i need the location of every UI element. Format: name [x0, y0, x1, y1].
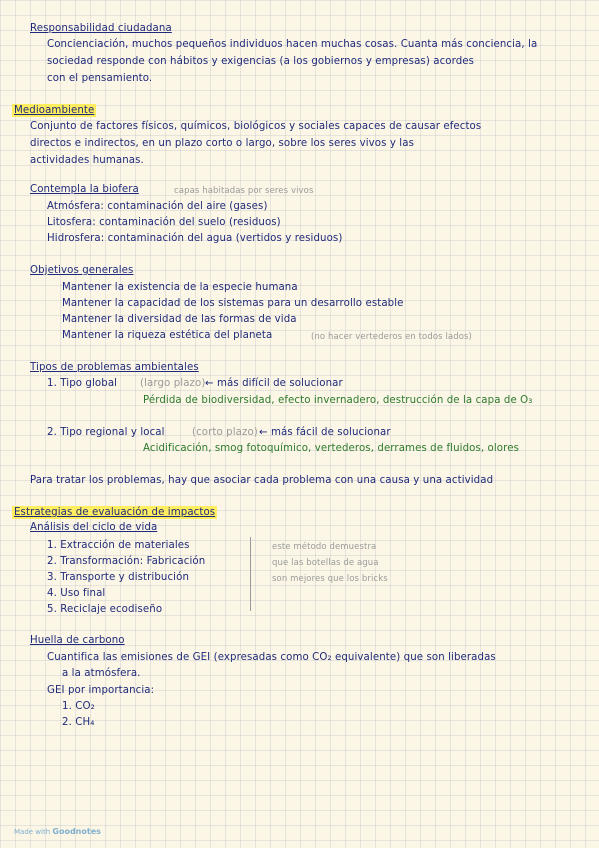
ciclo-side-note-1: este método demuestra — [272, 542, 377, 552]
ciclo-item-1: 1. Extracción de materiales — [47, 540, 190, 551]
huella-line-1: Cuantifica las emisiones de GEI (expresadas como CO₂ equivalente) que son liberadas — [47, 652, 496, 663]
section-title-objetivos: Objetivos generales — [30, 265, 134, 276]
section-title-problemas: Tipos de problemas ambientales — [30, 362, 199, 373]
objetivo-note: (no hacer vertederos en todos lados) — [311, 332, 472, 342]
ciclo-item-3: 3. Transporte y distribución — [47, 572, 189, 583]
biosfera-item-litosfera: Litosfera: contaminación del suelo (residuos) — [47, 217, 281, 228]
subsection-title-huella: Huella de carbono — [30, 635, 125, 646]
biosfera-item-atmosfera: Atmósfera: contaminación del aire (gases) — [47, 201, 268, 212]
goodnotes-watermark — [14, 827, 101, 836]
problema-global-arrow: ← más difícil de solucionar — [205, 378, 343, 389]
responsabilidad-line-2: sociedad responde con hábitos y exigencias (a los gobiernos y empresas) acordes — [47, 56, 475, 67]
section-title-medioambiente: Medioambiente — [14, 105, 95, 116]
problema-regional-examples: Acidificación, smog fotoquímico, vertederos, derrames de fluidos, olores — [143, 443, 519, 454]
watermark-made-with: Made with — [14, 828, 51, 836]
tratar-statement: Para tratar los problemas, hay que asociar cada problema con una causa y una actividad — [30, 475, 494, 486]
objetivo-item-1: Mantener la existencia de la especie humana — [62, 282, 298, 293]
responsabilidad-line-3: con el pensamiento. — [47, 73, 153, 84]
ciclo-item-2: 2. Transformación: Fabricación — [47, 556, 206, 567]
section-title-estrategias: Estrategias de evaluación de impactos — [14, 507, 216, 518]
gei-label: GEI por importancia: — [47, 685, 155, 696]
problema-regional-label: 2. Tipo regional y local — [47, 427, 165, 438]
problema-global-note: (largo plazo) — [140, 378, 206, 389]
problema-regional-arrow: ← más fácil de solucionar — [259, 427, 391, 438]
section-title-responsabilidad: Responsabilidad ciudadana — [30, 23, 172, 34]
divider-line — [250, 537, 251, 611]
huella-line-2: a la atmósfera. — [62, 668, 141, 679]
ciclo-item-5: 5. Reciclaje ecodiseño — [47, 604, 163, 615]
gei-item-1: 1. CO₂ — [62, 701, 95, 712]
objetivo-item-2: Mantener la capacidad de los sistemas para un desarrollo estable — [62, 298, 404, 309]
section-title-biosfera: Contempla la biofera — [30, 184, 139, 195]
objetivo-item-3: Mantener la diversidad de las formas de vida — [62, 314, 297, 325]
problema-global-label: 1. Tipo global — [47, 378, 118, 389]
medioambiente-line-1: Conjunto de factores físicos, químicos, biológicos y sociales capaces de causar efectos — [30, 121, 482, 132]
ciclo-side-note-3: son mejores que los bricks — [272, 574, 388, 584]
biosfera-item-hidrosfera: Hidrosfera: contaminación del agua (vertidos y residuos) — [47, 233, 343, 244]
medioambiente-line-3: actividades humanas. — [30, 155, 144, 166]
problema-regional-note: (corto plazo) — [192, 427, 258, 438]
problema-global-examples: Pérdida de biodiversidad, efecto invernadero, destrucción de la capa de O₃ — [143, 395, 533, 406]
gei-item-2: 2. CH₄ — [62, 717, 95, 728]
ciclo-side-note-2: que las botellas de agua — [272, 558, 379, 568]
subsection-title-ciclo-vida: Análisis del ciclo de vida — [30, 522, 158, 533]
responsabilidad-line-1: Concienciación, muchos pequeños individuos hacen muchas cosas. Cuanta más conciencia, la — [47, 39, 538, 50]
medioambiente-line-2: directos e indirectos, en un plazo corto o largo, sobre los seres vivos y las — [30, 138, 414, 149]
biosfera-note: capas habitadas por seres vivos — [174, 186, 314, 196]
watermark-brand: Goodnotes — [52, 827, 101, 836]
ciclo-item-4: 4. Uso final — [47, 588, 106, 599]
objetivo-item-4: Mantener la riqueza estética del planeta — [62, 330, 273, 341]
